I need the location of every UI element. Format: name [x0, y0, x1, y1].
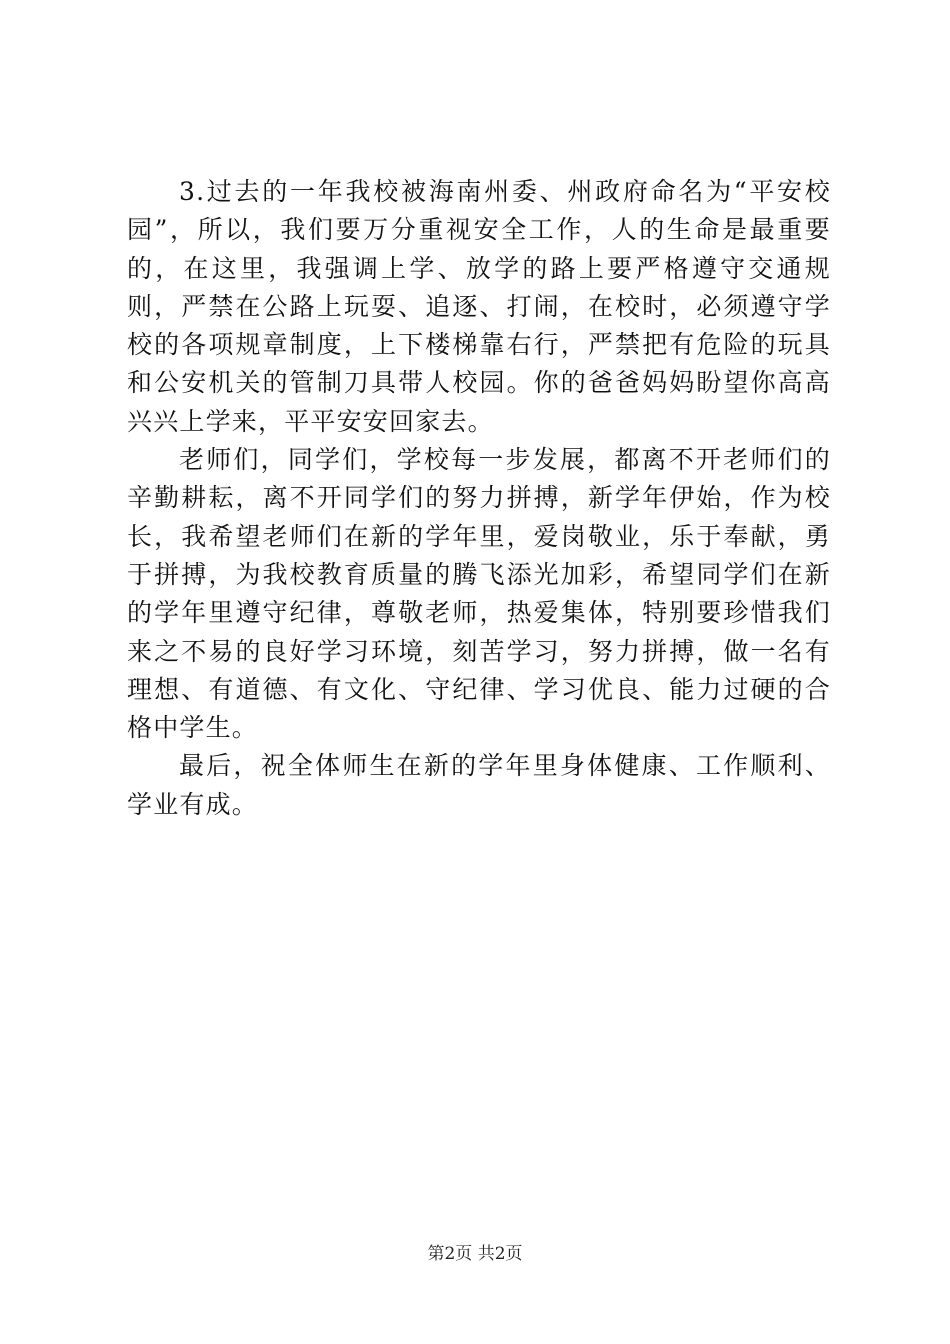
paragraph-teachers-students: 老师们，同学们，学校每一步发展，都离不开老师们的辛勤耕耘，离不开同学们的努力拼搏，新学年伊始，作为校长，我希望老师们在新的学年里，爱岗敬业，乐于奉献，勇于拼搏，为我校教育质量的腾飞添光加彩，希望同学们在新的学年里遵守纪律，尊敬老师，热爱集体，特别要珍惜我们来之不易的良好学习环境，刻苦学习，努力拼搏，做一名有理想、有道德、有文化、守纪律、学习优良、能力过硬的合格中学生。 — [127, 445, 831, 743]
page-footer: 第2页 共2页 — [427, 1244, 523, 1264]
document-body — [127, 173, 831, 824]
paragraph-safety: 3.过去的一年我校被海南州委、州政府命名为“平安校园”，所以，我们要万分重视安全工作，人的生命是最重要的，在这里，我强调上学、放学的路上要严格遵守交通规则，严禁在公路上玩耍、追逐、打闹，在校时，必须遵守学校的各项规章制度，上下楼梯靠右行，严禁把有危险的玩具和公安机关的管制刀具带人校园。你的爸爸妈妈盼望你高高兴兴上学来，平平安安回家去。 — [127, 177, 831, 436]
paragraph-closing: 最后，祝全体师生在新的学年里身体健康、工作顺利、学业有成。 — [127, 751, 831, 819]
